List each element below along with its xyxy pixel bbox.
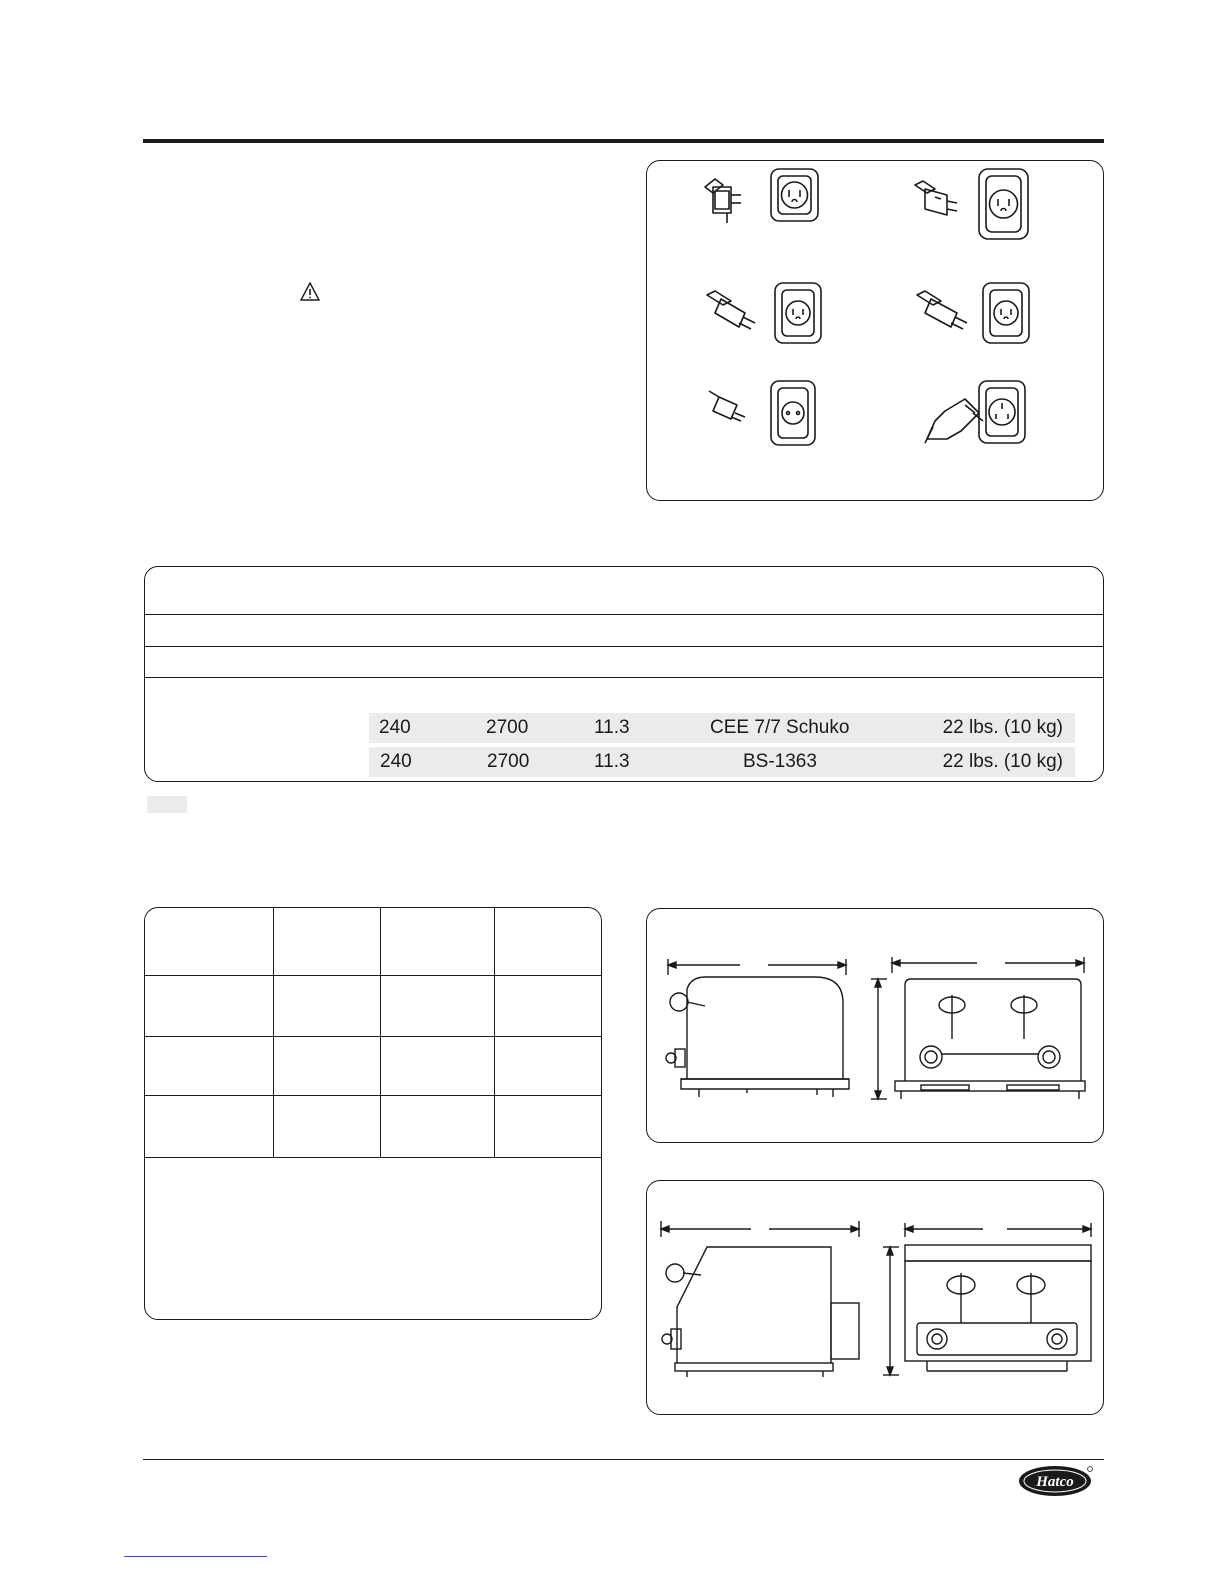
hyperlink-underline[interactable] [124,1556,267,1557]
table-divider [145,646,1103,647]
amps-cell: 11.3 [594,751,630,772]
receptacle-icon [979,169,1028,239]
row-divider [145,1036,601,1037]
table-divider [145,614,1103,615]
footer-rule [143,1459,1104,1460]
receptacle-icon [979,381,1025,443]
logo-text: Hatco [1036,1474,1074,1490]
receptacle-icon [771,169,818,221]
toaster-front-view [905,1245,1091,1371]
plug-configuration-cell: BS-1363 [743,751,817,772]
toaster-dimension-drawing [647,1181,1105,1416]
dimension-drawing-panel [646,1180,1104,1415]
row-divider [145,975,601,976]
plug-configurations-panel [646,160,1104,501]
column-divider [273,908,274,1158]
toaster-dimension-drawing [647,909,1105,1144]
electrical-specifications-table [144,566,1104,782]
volts-cell: 240 [379,717,411,738]
table-divider [145,677,1103,678]
plug-icon [915,181,957,215]
shipping-weight-cell: 22 lbs. (10 kg) [942,717,1063,738]
plug-configuration-cell: CEE 7/7 Schuko [710,717,850,738]
dimension-drawing-panel [646,908,1104,1143]
table-row [369,747,1075,777]
table-row [369,713,1075,743]
dimensions-table [144,907,602,1320]
watts-cell: 2700 [487,751,530,772]
plug-icon [917,291,967,329]
plug-icon [707,291,755,329]
plug-icon [925,399,983,443]
header-rule [143,139,1104,143]
column-divider [494,908,495,1158]
plug-icon [709,391,745,421]
shipping-weight-cell: 22 lbs. (10 kg) [942,751,1063,772]
warning-triangle-icon [300,282,320,301]
receptacle-icon [775,283,821,343]
toaster-side-view [662,1247,859,1377]
receptacle-icon [983,283,1029,343]
plug-configurations-illustration [647,161,1105,502]
row-divider [145,1095,601,1096]
watts-cell: 2700 [486,717,529,738]
hatco-logo [1018,1464,1094,1498]
row-divider [145,1157,601,1158]
note-highlight [147,796,187,813]
amps-cell: 11.3 [594,717,630,738]
volts-cell: 240 [380,751,412,772]
toaster-side-view [666,977,849,1097]
receptacle-icon [771,381,815,445]
toaster-front-view [895,979,1085,1099]
plug-icon [705,179,741,223]
column-divider [380,908,381,1158]
